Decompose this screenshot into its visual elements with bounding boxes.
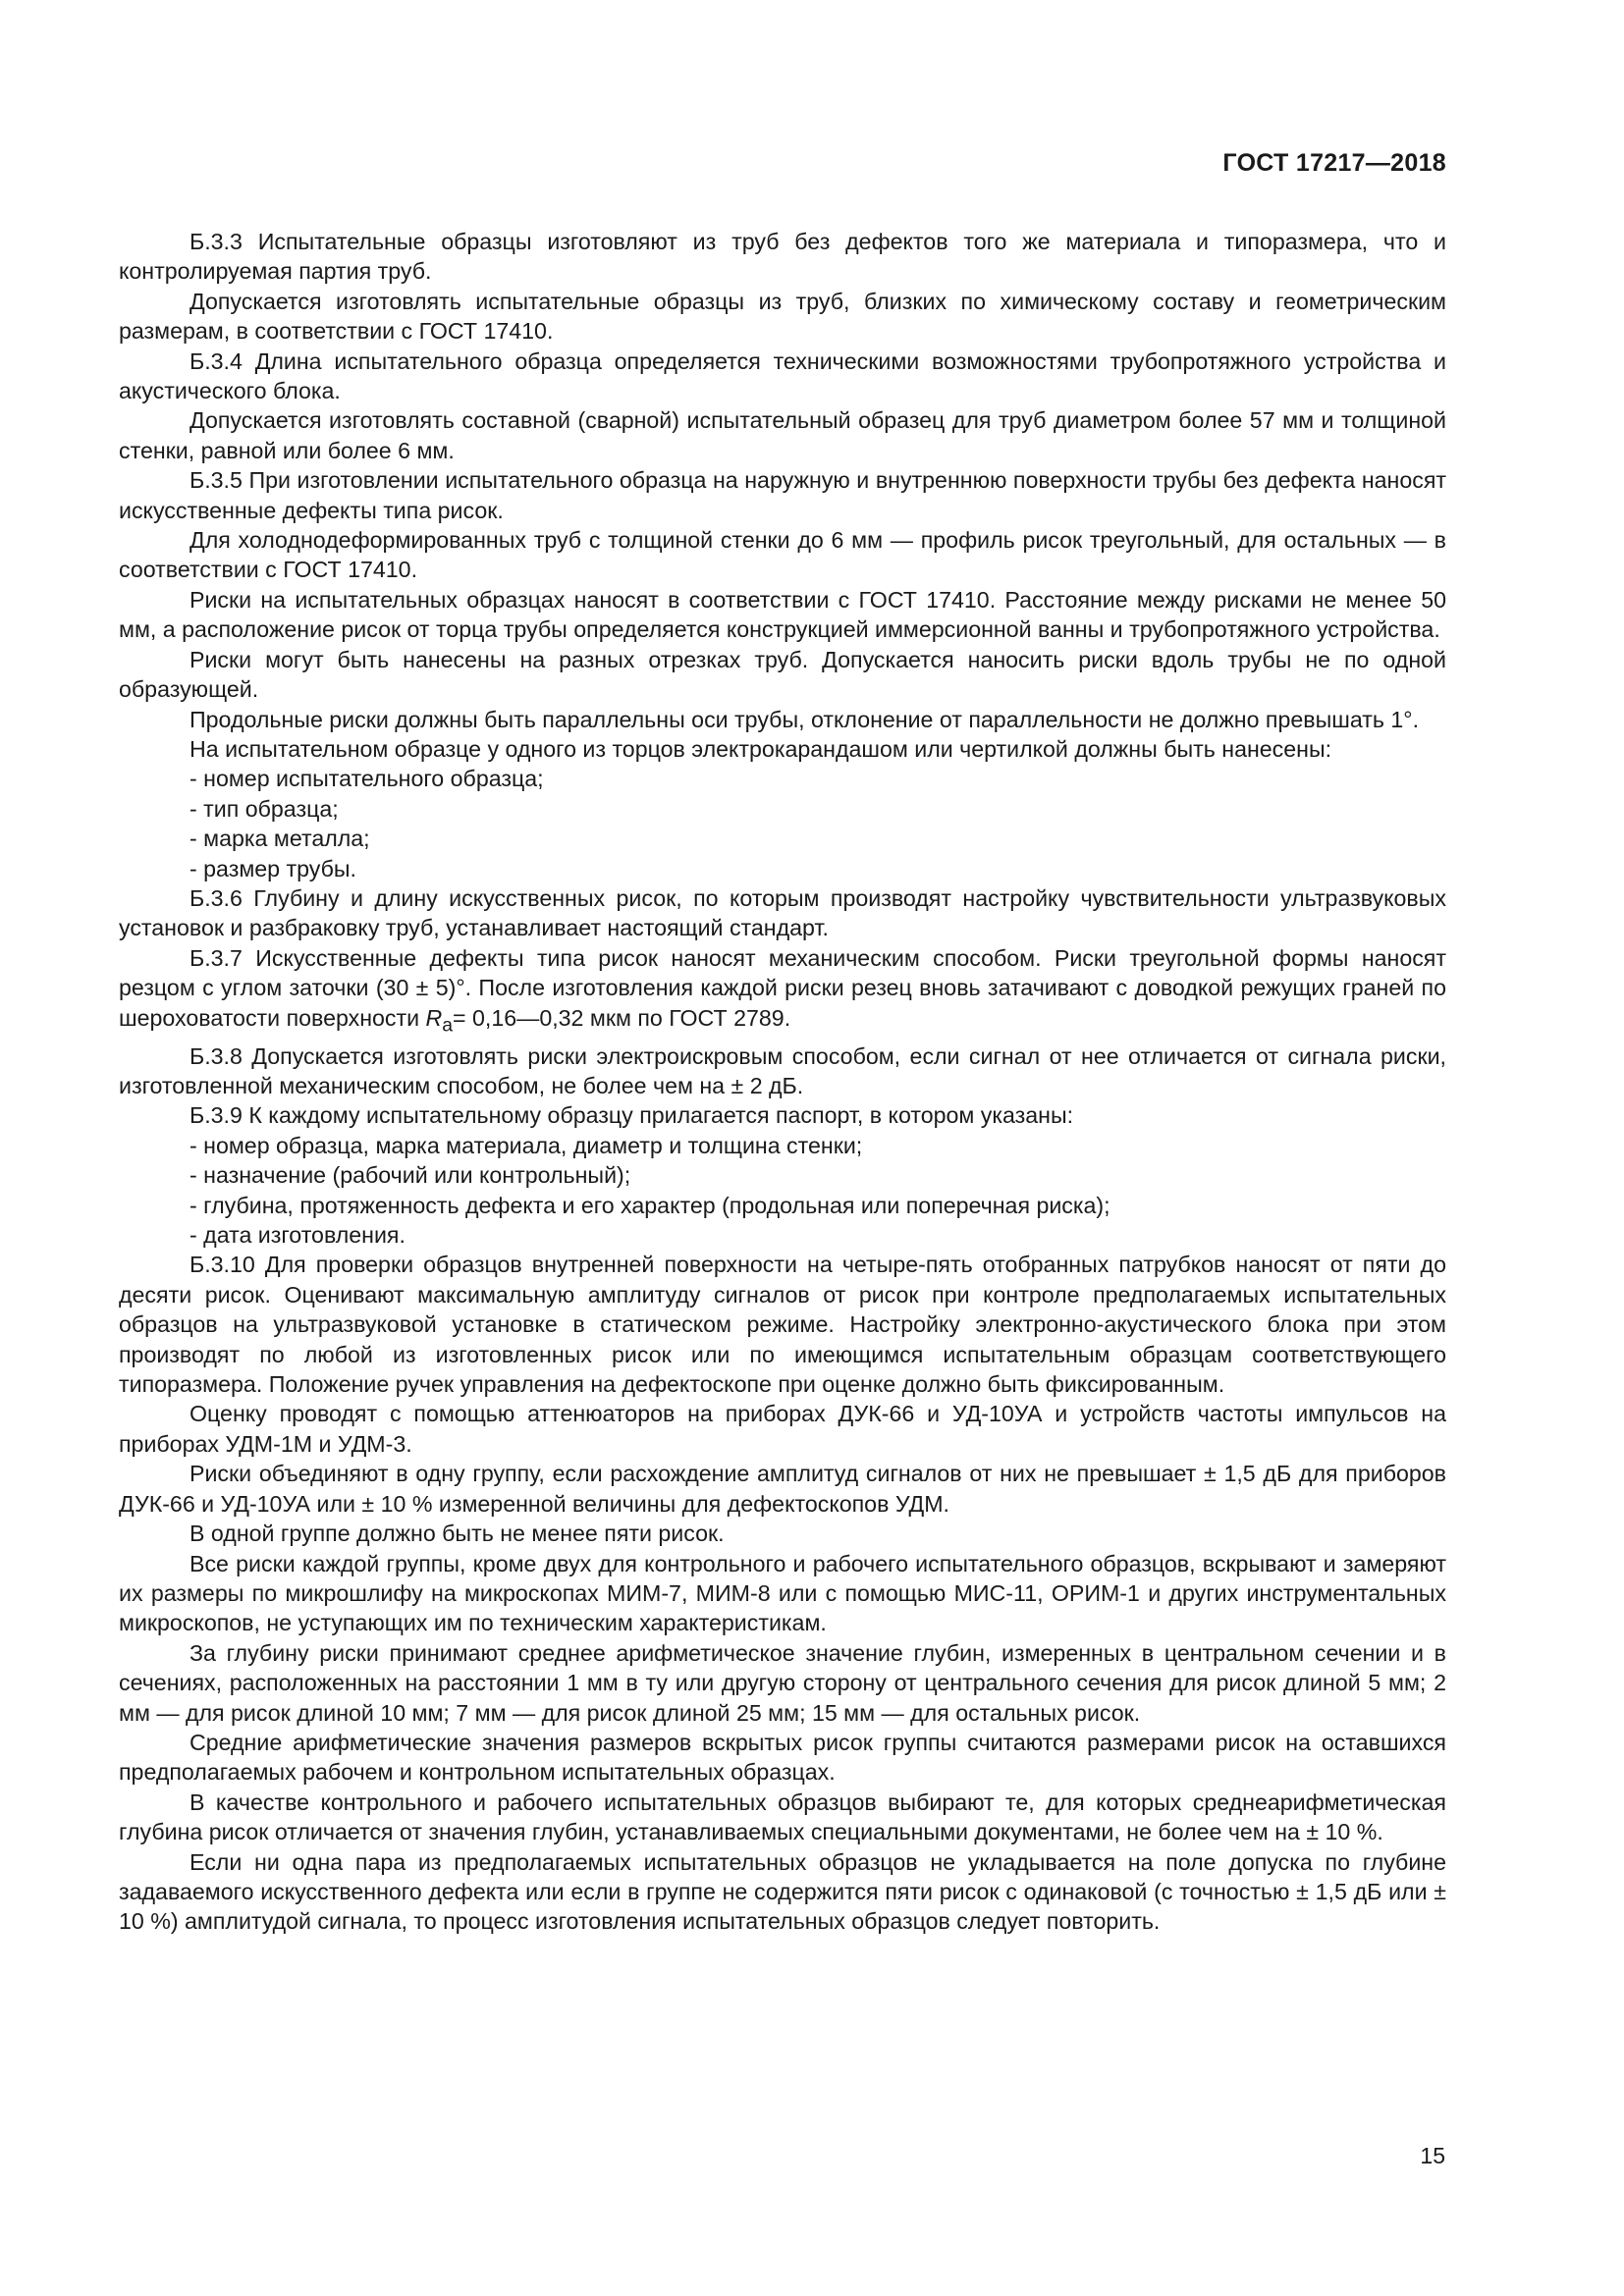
paragraph: Б.3.6 Глубину и длину искусственных рисок, по которым производят настройку чувствительности ультразвуковых установок и разбраковку труб, устанавливает настоящий стандарт. — [119, 884, 1446, 941]
list-item: - тип образца; — [189, 795, 339, 822]
paragraph-b37 — [119, 943, 1446, 1041]
paragraph: В качестве контрольного и рабочего испытательных образцов выбирают те, для которых среднеарифметическая глубина рисок отличается от значения глубин, устанавливаемых специальными документами, не более чем на ± 10 %. — [119, 1789, 1446, 1845]
paragraph: Все риски каждой группы, кроме двух для контрольного и рабочего испытательного образцов, вскрывают и замеряют их размеры по микрошлифу на микроскопах МИМ-7, МИМ-8 или с помощью МИС-11, ОРИМ-1 и других инструментальных микроскопов, не уступающих им по техническим характеристикам. — [119, 1550, 1446, 1636]
paragraph: Риски на испытательных образцах наносят в соответствии с ГОСТ 17410. Расстояние между рисками не менее 50 мм, а расположение рисок от торца трубы определяется конструкцией иммерсионной ванны и трубопротяжного устройства. — [119, 586, 1446, 643]
paragraph: Риски объединяют в одну группу, если расхождение амплитуд сигналов от них не превышает ± 1,5 дБ для приборов ДУК-66 и УД-10УА или ± 10 % измеренной величины для дефектоскопов УДМ. — [119, 1461, 1446, 1517]
roughness-subscript: a — [442, 1015, 454, 1037]
paragraph: Оценку проводят с помощью аттенюаторов на приборах ДУК-66 и УД-10УА и устройств частоты импульсов на приборах УДМ-1М и УДМ-3. — [119, 1401, 1446, 1457]
paragraph: Средние арифметические значения размеров вскрытых рисок группы считаются размерами рисок на оставшихся предполагаемых рабочем и контрольном испытательных образцах. — [119, 1729, 1446, 1786]
paragraph: Б.3.5 При изготовлении испытательного образца на наружную и внутреннюю поверхности трубы без дефекта наносят искусственные дефекты типа рисок. — [119, 467, 1446, 523]
paragraph: Б.3.4 Длина испытательного образца определяется техническими возможностями трубопротяжного устройства и акустического блока. — [119, 347, 1446, 404]
roughness-symbol: R — [425, 1004, 443, 1031]
paragraph: Продольные риски должны быть параллельны оси трубы, отклонение от параллельности не должно превышать 1°. — [189, 706, 1420, 732]
list-item: - глубина, протяженность дефекта и его характер (продольная или поперечная риска); — [189, 1192, 1110, 1218]
paragraph: Допускается изготовлять испытательные образцы из труб, близких по химическому составу и геометрическим размерам, в соответствии с ГОСТ 17410. — [119, 288, 1446, 345]
list-item: - дата изготовления. — [189, 1222, 406, 1249]
standard-designation: ГОСТ 17217—2018 — [1222, 149, 1446, 177]
paragraph: Б.3.3 Испытательные образцы изготовляют из труб без дефектов того же материала и типоразмера, что и контролируемая партия труб. — [119, 229, 1446, 285]
list-item: - номер испытательного образца; — [189, 766, 544, 792]
document-body — [119, 227, 1446, 1937]
paragraph: Для холоднодеформированных труб с толщиной стенки до 6 мм — профиль рисок треугольный, для остальных — в соответствии с ГОСТ 17410. — [119, 527, 1446, 583]
paragraph: Допускается изготовлять составной (сварной) испытательный образец для труб диаметром более 57 мм и толщиной стенки, равной или более 6 мм. — [119, 407, 1446, 463]
paragraph: Б.3.8 Допускается изготовлять риски электроискровым способом, если сигнал от нее отличается от сигнала риски, изготовленной механическим способом, не более чем на ± 2 дБ. — [119, 1042, 1446, 1099]
paragraph: Б.3.9 К каждому испытательному образцу прилагается паспорт, в котором указаны: — [189, 1102, 1074, 1129]
list-item: - номер образца, марка материала, диаметр и толщина стенки; — [189, 1132, 863, 1158]
paragraph: В одной группе должно быть не менее пяти рисок. — [189, 1521, 725, 1547]
paragraph-b37-text: Б.3.7 Искусственные дефекты типа рисок наносят механическим способом. Риски треугольной формы наносят резцом с углом заточки (30 ± 5)°. После изготовления каждой риски резец вновь затачивают с доводкой режущих граней по шероховатости поверхности — [119, 944, 1446, 1031]
list-item: - размер трубы. — [189, 855, 357, 881]
paragraph: Б.3.10 Для проверки образцов внутренней поверхности на четыре-пять отобранных патрубков наносят от пяти до десяти рисок. Оценивают максимальную амплитуду сигналов от рисок при контроле предполагаемых испытательных образцов на ультразвуковой установке в статическом режиме. Настройку электронно-акустического блока при этом производят по любой из изготовленных рисок или по имеющимся испытательным образцам соответствующего типоразмера. Положение ручек управления на дефектоскопе при оценке должно быть фиксированным. — [119, 1252, 1446, 1398]
list-item: - назначение (рабочий или контрольный); — [189, 1162, 631, 1189]
paragraph: На испытательном образце у одного из торцов электрокарандашом или чертилкой должны быть нанесены: — [189, 735, 1332, 762]
paragraph: Если ни одна пара из предполагаемых испытательных образцов не укладывается на поле допуска по глубине задаваемого искусственного дефекта или если в группе не содержится пяти рисок с одинаковой (с точностью ± 1,5 дБ или ± 10 %) амплитудой сигнала, то процесс изготовления испытательных образцов следует повторить. — [119, 1848, 1446, 1935]
list-item: - марка металла; — [189, 826, 370, 852]
paragraph-b37-tail: = 0,16—0,32 мкм по ГОСТ 2789. — [453, 1004, 791, 1031]
paragraph: За глубину риски принимают среднее арифметическое значение глубин, измеренных в центральном сечении и в сечениях, расположенных на расстоянии 1 мм в ту или другую сторону от центрального сечения для рисок длиной 5 мм; 2 мм — для рисок длиной 10 мм; 7 мм — для рисок длиной 25 мм; 15 мм — для остальных рисок. — [119, 1639, 1446, 1726]
paragraph: Риски могут быть нанесены на разных отрезках труб. Допускается наносить риски вдоль трубы не по одной образующей. — [119, 646, 1446, 703]
page-number: 15 — [1420, 2143, 1445, 2168]
